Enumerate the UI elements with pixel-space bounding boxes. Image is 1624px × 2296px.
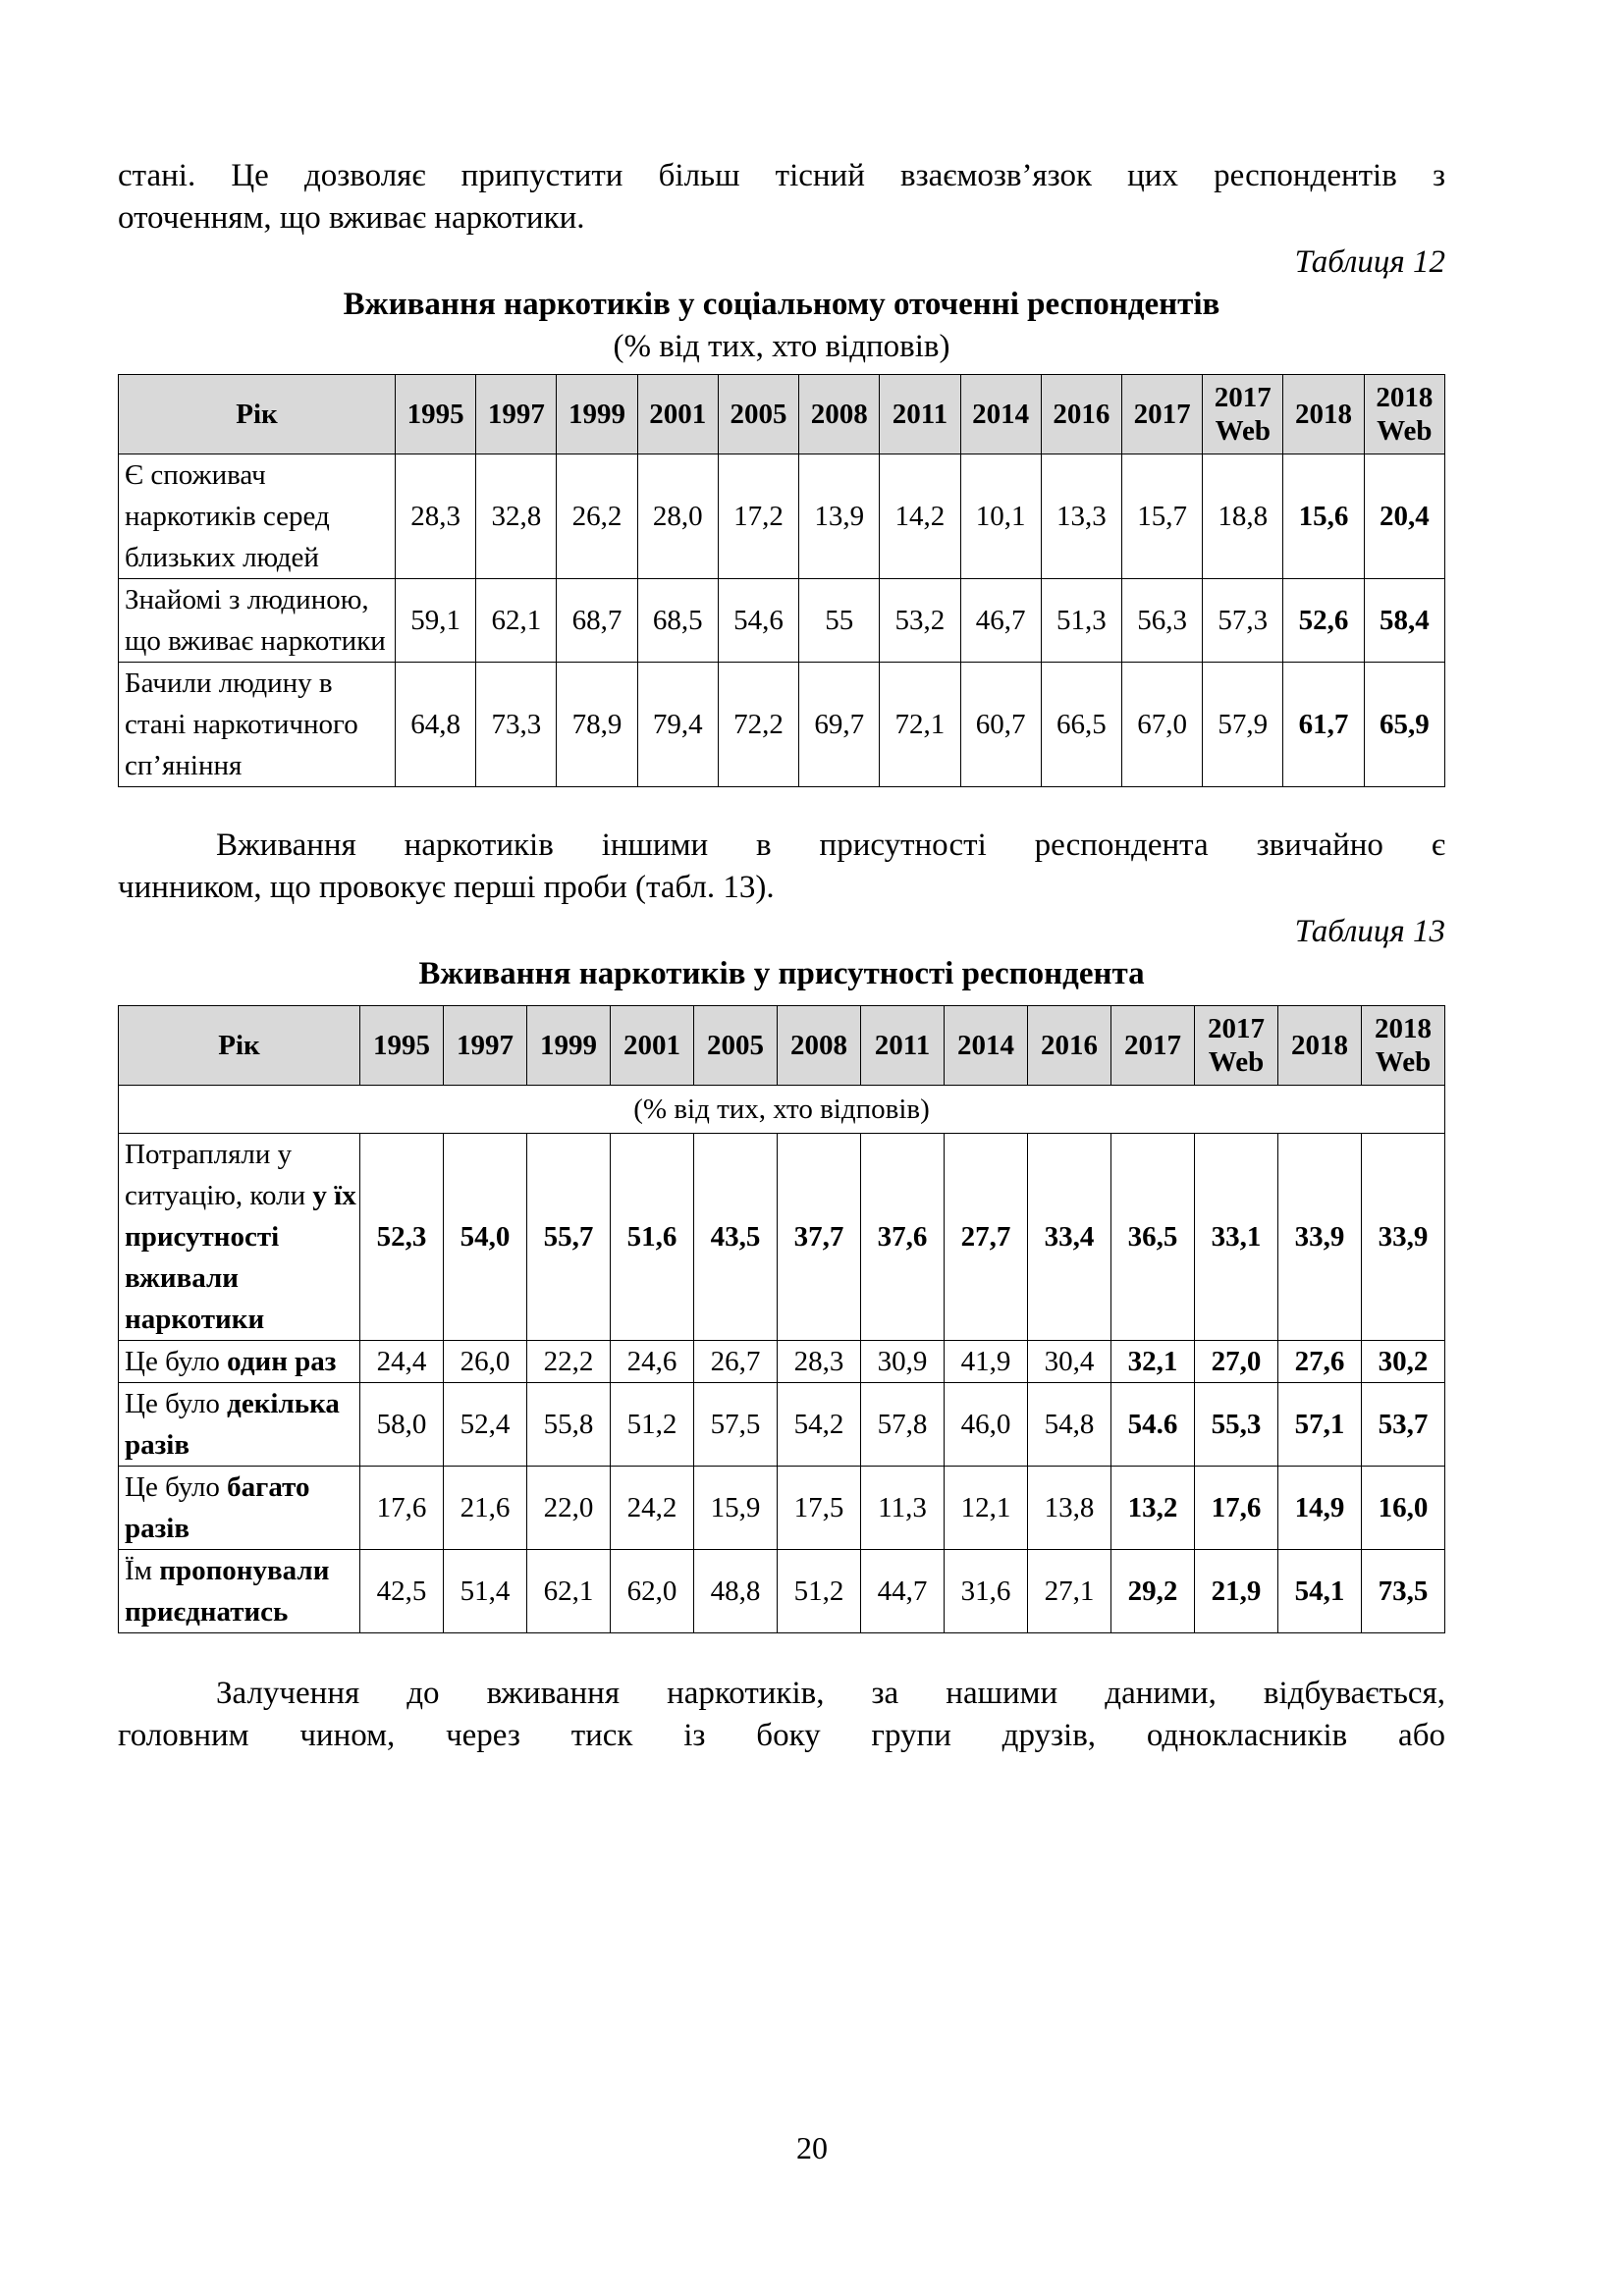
- table12-cell: 61,7: [1283, 663, 1364, 787]
- table13-label-bold: багато разів: [125, 1471, 310, 1544]
- table13-label-bold: пропонували приєднатись: [125, 1555, 330, 1628]
- table12-cell: 57,3: [1203, 579, 1283, 663]
- table13-cell: 14,9: [1278, 1467, 1362, 1550]
- table13-header-year: 2001: [611, 1006, 694, 1086]
- table13-cell: 22,2: [527, 1341, 611, 1383]
- table13-cell: 17,6: [1195, 1467, 1278, 1550]
- table13-cell: 41,9: [945, 1341, 1028, 1383]
- page-number: 20: [796, 2130, 828, 2165]
- table12-header-year: 2017 Web: [1203, 375, 1283, 454]
- table13-cell: 73,5: [1362, 1550, 1445, 1633]
- table13-cell: 57,8: [861, 1383, 945, 1467]
- table12-row: [119, 663, 1445, 787]
- table13-row: [119, 1341, 1445, 1383]
- table13-row-label: [119, 1134, 360, 1341]
- table12-cell: 13,9: [799, 454, 880, 579]
- table12-cell: 26,2: [557, 454, 637, 579]
- table13-header-year: 2018 Web: [1362, 1006, 1445, 1086]
- table13-cell: 24,4: [360, 1341, 444, 1383]
- intro-line-1: стані. Це дозволяє припустити більш тісний взаємозв’язок цих респондентів з: [118, 158, 1445, 193]
- table13-cell: 33,1: [1195, 1134, 1278, 1341]
- table13-cell: 57,1: [1278, 1383, 1362, 1467]
- table13-cell: 21,9: [1195, 1550, 1278, 1633]
- table12-cell: 73,3: [476, 663, 557, 787]
- table13-label-plain: Це було: [125, 1346, 228, 1377]
- table13-cell: 27,7: [945, 1134, 1028, 1341]
- table12-cell: 51,3: [1041, 579, 1121, 663]
- table13-header-row: [119, 1006, 1445, 1086]
- table13-row-label: [119, 1341, 360, 1383]
- table13-cell: 37,7: [778, 1134, 861, 1341]
- table12-cell: 56,3: [1121, 579, 1202, 663]
- table12-cell: 28,3: [396, 454, 476, 579]
- table12-header-year: 2014: [960, 375, 1041, 454]
- middle-paragraph: [118, 825, 1445, 909]
- table12-cell: 46,7: [960, 579, 1041, 663]
- table12-cell: 55: [799, 579, 880, 663]
- table12-header-year: 2011: [880, 375, 960, 454]
- table13-cell: 22,0: [527, 1467, 611, 1550]
- table12-header-year: 2018: [1283, 375, 1364, 454]
- table13-row-label: [119, 1550, 360, 1633]
- table12-cell: 60,7: [960, 663, 1041, 787]
- table13-cell: 53,7: [1362, 1383, 1445, 1467]
- table12-header-year: 2005: [718, 375, 798, 454]
- table13-title: Вживання наркотиків у присутності респондента: [418, 956, 1145, 991]
- table12-header-year: 2017: [1121, 375, 1202, 454]
- table13-label-plain: Це було: [125, 1471, 228, 1503]
- table12-row-label: Бачили людину в стані наркотичного сп’яніння: [119, 663, 396, 787]
- table13-row: [119, 1467, 1445, 1550]
- table12-cell: 15,6: [1283, 454, 1364, 579]
- table12-row-label: Знайомі з людиною, що вживає наркотики: [119, 579, 396, 663]
- table13-header-year: 2016: [1028, 1006, 1111, 1086]
- table13-row: [119, 1550, 1445, 1633]
- table13-cell: 55,8: [527, 1383, 611, 1467]
- table13-cell: 13,8: [1028, 1467, 1111, 1550]
- table13-cell: 51,2: [611, 1383, 694, 1467]
- table13-cell: 43,5: [694, 1134, 778, 1341]
- table13-header-label: Рік: [119, 1006, 360, 1086]
- table13-cell: 16,0: [1362, 1467, 1445, 1550]
- table12-title: Вживання наркотиків у соціальному оточенні респондентів: [343, 287, 1220, 322]
- table13-subheader: (% від тих, хто відповів): [119, 1086, 1445, 1134]
- table12-header-year: 2001: [637, 375, 718, 454]
- table13-cell: 55,7: [527, 1134, 611, 1341]
- intro-line-2: оточенням, що вживає наркотики.: [118, 200, 585, 236]
- table13-cell: 57,5: [694, 1383, 778, 1467]
- table13-cell: 36,5: [1111, 1134, 1195, 1341]
- table12-subtitle: (% від тих, хто відповів): [613, 329, 950, 364]
- table13-cell: 44,7: [861, 1550, 945, 1633]
- table12-cell: 69,7: [799, 663, 880, 787]
- table12-cell: 28,0: [637, 454, 718, 579]
- table12-cell: 58,4: [1364, 579, 1444, 663]
- table13-cell: 11,3: [861, 1467, 945, 1550]
- table13-cell: 15,9: [694, 1467, 778, 1550]
- table12-cell: 66,5: [1041, 663, 1121, 787]
- table13-label-bold: один раз: [227, 1346, 337, 1377]
- table13-caption: Таблиця 13: [1294, 914, 1445, 949]
- table12-header-label: Рік: [119, 375, 396, 454]
- table13-label-plain: Потрапляли у ситуацію, коли: [125, 1139, 313, 1211]
- table12-cell: 17,2: [718, 454, 798, 579]
- table13-header-year: 2005: [694, 1006, 778, 1086]
- table13-cell: 27,1: [1028, 1550, 1111, 1633]
- table12-cell: 67,0: [1121, 663, 1202, 787]
- table12-cell: 32,8: [476, 454, 557, 579]
- table13-cell: 28,3: [778, 1341, 861, 1383]
- table12-row-label: Є споживач наркотиків серед близьких людей: [119, 454, 396, 579]
- table13-cell: 55,3: [1195, 1383, 1278, 1467]
- table12-header-year: 1995: [396, 375, 476, 454]
- table12-cell: 57,9: [1203, 663, 1283, 787]
- table12-cell: 72,1: [880, 663, 960, 787]
- table12-cell: 54,6: [718, 579, 798, 663]
- table13-cell: 54.6: [1111, 1383, 1195, 1467]
- table13-row-label: [119, 1383, 360, 1467]
- outro-line-2: головним чином, через тиск із боку групи друзів, однокласників або: [118, 1718, 1445, 1753]
- table12-cell: 10,1: [960, 454, 1041, 579]
- table13-cell: 21,6: [444, 1467, 527, 1550]
- table13-cell: 46,0: [945, 1383, 1028, 1467]
- table13-cell: 48,8: [694, 1550, 778, 1633]
- table13: [118, 1005, 1445, 1633]
- intro-paragraph: [118, 155, 1445, 240]
- table13-cell: 24,2: [611, 1467, 694, 1550]
- middle-line-2: чинником, що провокує перші проби (табл. 13).: [118, 870, 775, 905]
- table13-header-year: 2018: [1278, 1006, 1362, 1086]
- table13-cell: 52,4: [444, 1383, 527, 1467]
- table13-cell: 51,4: [444, 1550, 527, 1633]
- table12-header-year: 2008: [799, 375, 880, 454]
- table13-label-plain: Їм: [125, 1555, 160, 1586]
- table13-row: [119, 1383, 1445, 1467]
- table12-header-year: 1997: [476, 375, 557, 454]
- table13-cell: 31,6: [945, 1550, 1028, 1633]
- table13-header-year: 2008: [778, 1006, 861, 1086]
- table12-cell: 20,4: [1364, 454, 1444, 579]
- table12-cell: 18,8: [1203, 454, 1283, 579]
- table13-cell: 27,6: [1278, 1341, 1362, 1383]
- table13-cell: 32,1: [1111, 1341, 1195, 1383]
- table13-header-year: 2011: [861, 1006, 945, 1086]
- table13-cell: 62,1: [527, 1550, 611, 1633]
- table13-cell: 54,2: [778, 1383, 861, 1467]
- table13-label-bold: у їх присутності вживали наркотики: [125, 1180, 356, 1335]
- table13-cell: 30,9: [861, 1341, 945, 1383]
- table13-cell: 27,0: [1195, 1341, 1278, 1383]
- table13-header-year: 2017 Web: [1195, 1006, 1278, 1086]
- table13-cell: 26,7: [694, 1341, 778, 1383]
- table12-cell: 52,6: [1283, 579, 1364, 663]
- table13-cell: 24,6: [611, 1341, 694, 1383]
- table13-cell: 17,6: [360, 1467, 444, 1550]
- outro-line-1: Залучення до вживання наркотиків, за нашими даними, відбувається,: [216, 1676, 1445, 1711]
- table13-cell: 33,4: [1028, 1134, 1111, 1341]
- table12-cell: 62,1: [476, 579, 557, 663]
- table12-cell: 13,3: [1041, 454, 1121, 579]
- table13-cell: 17,5: [778, 1467, 861, 1550]
- table12-row: [119, 579, 1445, 663]
- table12-cell: 79,4: [637, 663, 718, 787]
- table13-cell: 26,0: [444, 1341, 527, 1383]
- table13-label-plain: Це було: [125, 1388, 228, 1419]
- table13-header-year: 1997: [444, 1006, 527, 1086]
- table13-subheader-row: [119, 1086, 1445, 1134]
- table13-cell: 29,2: [1111, 1550, 1195, 1633]
- table12-cell: 64,8: [396, 663, 476, 787]
- table13-header-year: 1999: [527, 1006, 611, 1086]
- table13-cell: 54,1: [1278, 1550, 1362, 1633]
- table13-cell: 52,3: [360, 1134, 444, 1341]
- table13-cell: 58,0: [360, 1383, 444, 1467]
- page-content: [118, 155, 1445, 1757]
- table13-cell: 37,6: [861, 1134, 945, 1341]
- table13-header-year: 2014: [945, 1006, 1028, 1086]
- table12-cell: 15,7: [1121, 454, 1202, 579]
- table13-cell: 12,1: [945, 1467, 1028, 1550]
- table13-row-label: [119, 1467, 360, 1550]
- table12-cell: 65,9: [1364, 663, 1444, 787]
- table12-cell: 53,2: [880, 579, 960, 663]
- table12-cell: 78,9: [557, 663, 637, 787]
- table13-cell: 42,5: [360, 1550, 444, 1633]
- table12-header-year: 2016: [1041, 375, 1121, 454]
- table12-header-row: [119, 375, 1445, 454]
- table12-row: [119, 454, 1445, 579]
- table12-header-year: 2018 Web: [1364, 375, 1444, 454]
- middle-line-1: Вживання наркотиків іншими в присутності респондента звичайно є: [216, 828, 1445, 863]
- table12-cell: 68,7: [557, 579, 637, 663]
- table13-cell: 33,9: [1362, 1134, 1445, 1341]
- table13-cell: 62,0: [611, 1550, 694, 1633]
- table13-cell: 30,2: [1362, 1341, 1445, 1383]
- table12-cell: 14,2: [880, 454, 960, 579]
- table13-cell: 54,0: [444, 1134, 527, 1341]
- table13-cell: 33,9: [1278, 1134, 1362, 1341]
- table12-caption: Таблиця 12: [1294, 244, 1445, 280]
- table13-header-year: 1995: [360, 1006, 444, 1086]
- table13-cell: 13,2: [1111, 1467, 1195, 1550]
- table13-header-year: 2017: [1111, 1006, 1195, 1086]
- table12-header-year: 1999: [557, 375, 637, 454]
- table13-label-bold: декілька разів: [125, 1388, 340, 1461]
- outro-paragraph: [118, 1673, 1445, 1757]
- table12-cell: 68,5: [637, 579, 718, 663]
- table13-cell: 51,6: [611, 1134, 694, 1341]
- table12-cell: 59,1: [396, 579, 476, 663]
- table13-row: [119, 1134, 1445, 1341]
- table13-cell: 30,4: [1028, 1341, 1111, 1383]
- table13-cell: 54,8: [1028, 1383, 1111, 1467]
- table12: [118, 374, 1445, 787]
- table12-cell: 72,2: [718, 663, 798, 787]
- table13-cell: 51,2: [778, 1550, 861, 1633]
